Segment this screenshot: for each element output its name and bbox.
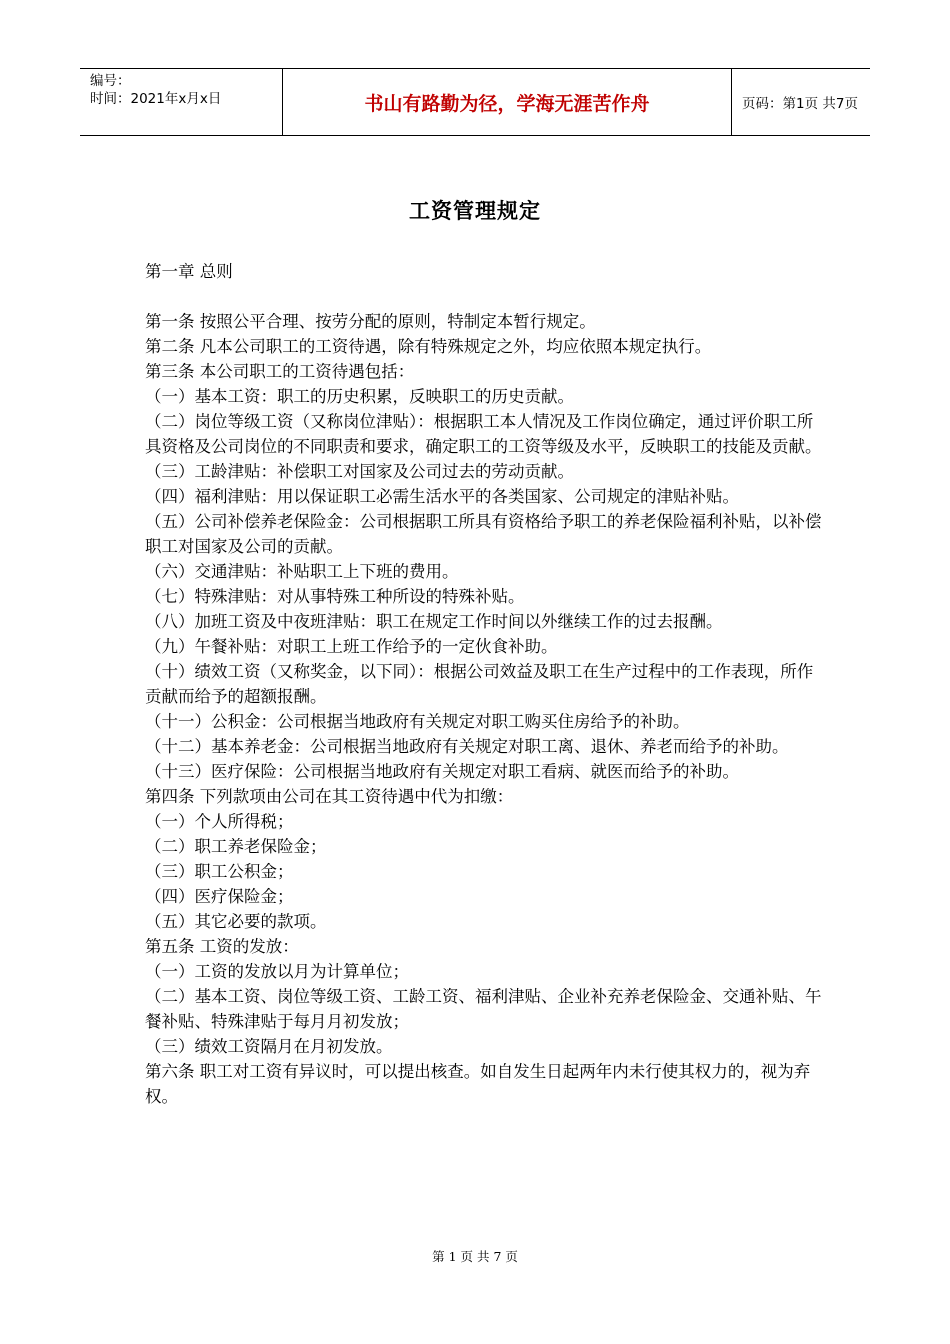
paragraph: （五）其它必要的款项。 <box>145 912 327 931</box>
paragraph: 第六条 职工对工资有异议时，可以提出核查。如自发生日起两年内未行使其权力的，视为弃权。 <box>145 1062 811 1106</box>
document-title: 工资管理规定 <box>409 199 541 223</box>
header-page-info: 页码：第1页 共7页 <box>742 96 858 112</box>
paragraph: （五）公司补偿养老保险金：公司根据职工所具有资格给予职工的养老保险福利补贴，以补偿职工对国家及公司的贡献。 <box>145 512 822 556</box>
paragraph: 第三条 本公司职工的工资待遇包括： <box>145 362 415 381</box>
paragraph: （四）福利津贴：用以保证职工必需生活水平的各类国家、公司规定的津贴补贴。 <box>145 487 739 506</box>
paragraph: 第二条 凡本公司职工的工资待遇，除有特殊规定之外，均应依照本规定执行。 <box>145 337 712 356</box>
paragraph: （二）岗位等级工资（又称岗位津贴）：根据职工本人情况及工作岗位确定，通过评价职工所具资格及公司岗位的不同职责和要求，确定职工的工资等级及水平，反映职工的技能及贡献。 <box>145 412 822 456</box>
paragraph: 第一条 按照公平合理、按劳分配的原则，特制定本暂行规定。 <box>145 312 596 331</box>
paragraph: （一）基本工资：职工的历史积累，反映职工的历史贡献。 <box>145 387 574 406</box>
paragraph: （二）职工养老保险金； <box>145 837 327 856</box>
document-date: 时间：2021年x月x日 <box>90 91 222 107</box>
paragraph: （八）加班工资及中夜班津贴：职工在规定工作时间以外继续工作的过去报酬。 <box>145 612 723 631</box>
paragraph: 第五条 工资的发放： <box>145 937 299 956</box>
paragraph: （一）个人所得税； <box>145 812 294 831</box>
document-body <box>145 309 825 1109</box>
paragraph: 第四条 下列款项由公司在其工资待遇中代为扣缴： <box>145 787 514 806</box>
header-meta <box>80 69 282 135</box>
paragraph: （十二）基本养老金：公司根据当地政府有关规定对职工离、退休、养老而给予的补助。 <box>145 737 789 756</box>
chapter-heading: 第一章 总则 <box>145 262 233 281</box>
paragraph: （三）职工公积金； <box>145 862 294 881</box>
paragraph: （四）医疗保险金； <box>145 887 294 906</box>
document-number-label: 编号： <box>90 73 131 89</box>
page-header <box>80 68 870 136</box>
paragraph: （十三）医疗保险：公司根据当地政府有关规定对职工看病、就医而给予的补助。 <box>145 762 739 781</box>
paragraph: （十）绩效工资（又称奖金，以下同）：根据公司效益及职工在生产过程中的工作表现，所作贡献而给予的超额报酬。 <box>145 662 814 706</box>
paragraph: （九）午餐补贴：对职工上班工作给予的一定伙食补助。 <box>145 637 558 656</box>
paragraph: （一）工资的发放以月为计算单位； <box>145 962 409 981</box>
paragraph: （十一）公积金：公司根据当地政府有关规定对职工购买住房给予的补助。 <box>145 712 690 731</box>
paragraph: （三）绩效工资隔月在月初发放。 <box>145 1037 393 1056</box>
paragraph: （二）基本工资、岗位等级工资、工龄工资、福利津贴、企业补充养老保险金、交通补贴、午餐补贴、特殊津贴于每月月初发放； <box>145 987 822 1031</box>
paragraph: （六）交通津贴：补贴职工上下班的费用。 <box>145 562 459 581</box>
header-motto: 书山有路勤为径，学海无涯苦作舟 <box>282 69 732 135</box>
paragraph: （七）特殊津贴：对从事特殊工种所设的特殊补贴。 <box>145 587 525 606</box>
page-footer: 第 1 页 共 7 页 <box>432 1249 518 1264</box>
paragraph: （三）工龄津贴：补偿职工对国家及公司过去的劳动贡献。 <box>145 462 574 481</box>
